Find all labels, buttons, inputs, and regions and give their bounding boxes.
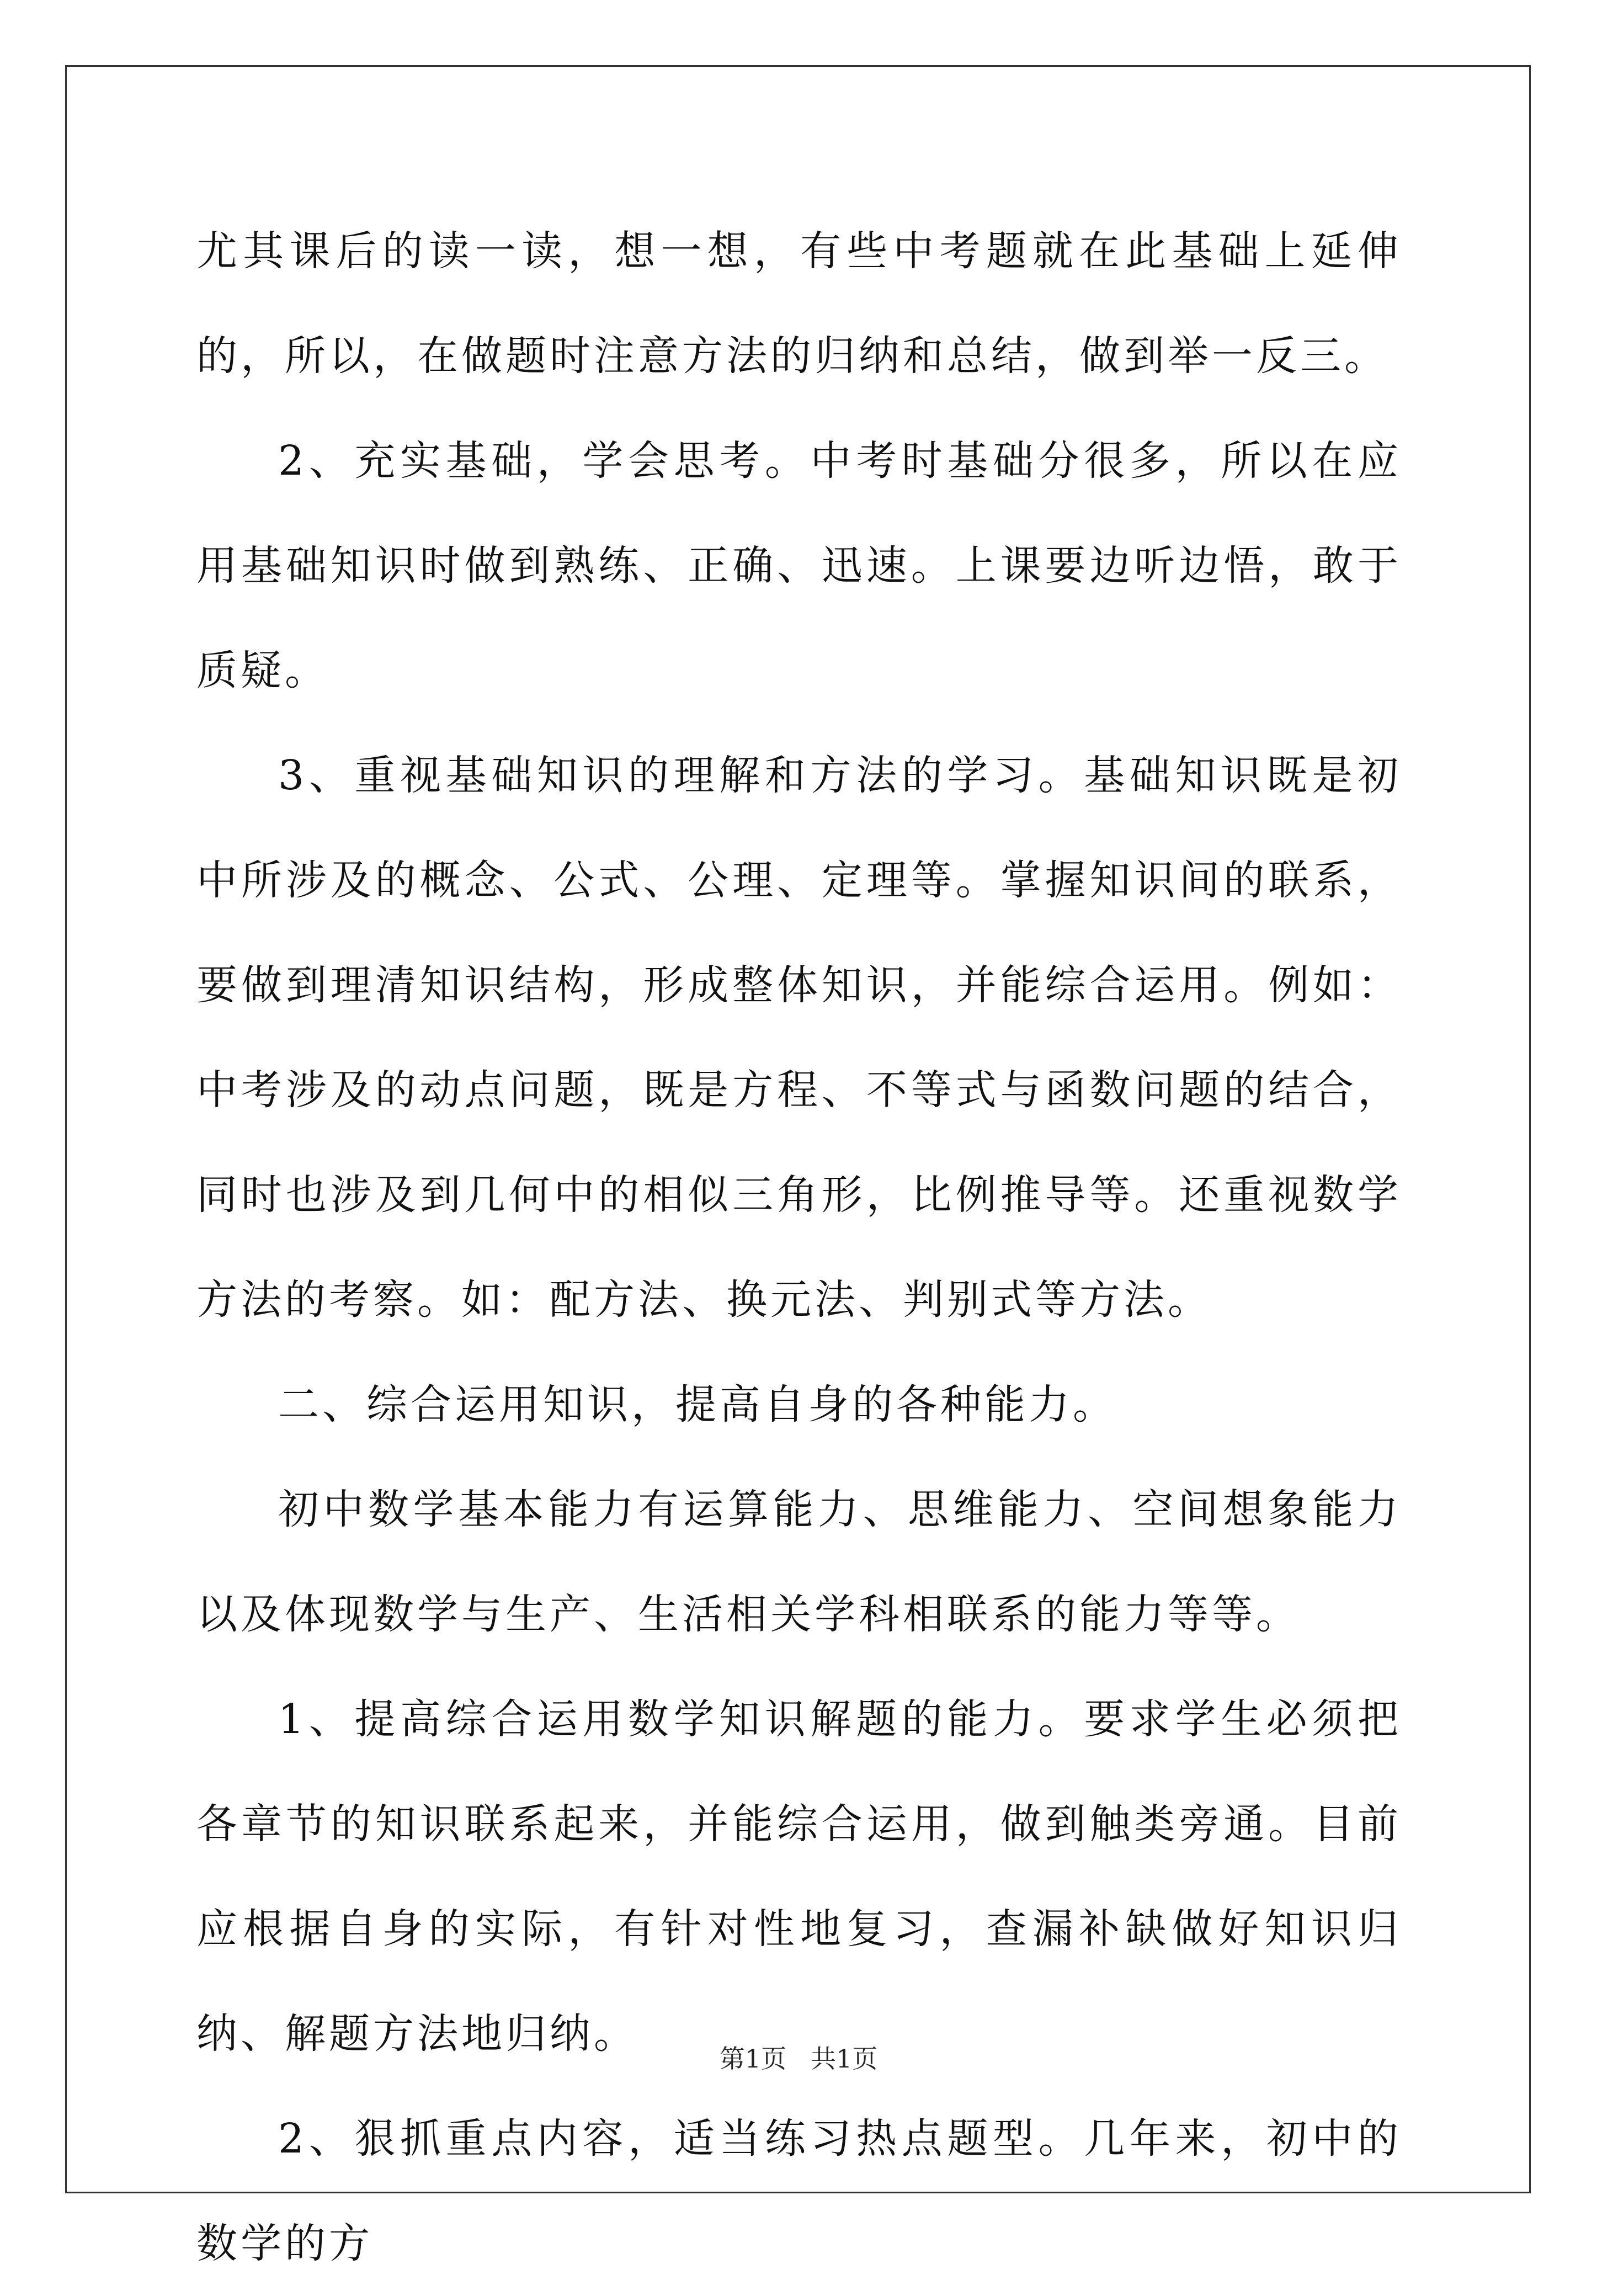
paragraph-3: 3、重视基础知识的理解和方法的学习。基础知识既是初中所涉及的概念、公式、公理、定理等。掌握知识间的联系，要做到理清知识结构，形成整体知识，并能综合运用。例如：中考涉及的动点问题，既是方程、不等式与函数问题的结合，同时也涉及到几何中的相似三角形，比例推导等。还重视数学方法的考察。如：配方法、换元法、判别式等方法。 [196, 752, 1402, 1324]
document-body [196, 199, 1402, 2296]
paragraph-7: 2、狠抓重点内容，适当练习热点题型。几年来，初中的数学的方 [196, 2115, 1402, 2267]
paragraph-6: 1、提高综合运用数学知识解题的能力。要求学生必须把各章节的知识联系起来，并能综合运用，做到触类旁通。目前应根据自身的实际，有针对性地复习，查漏补缺做好知识归纳、解题方法地归纳。 [196, 1696, 1402, 2058]
paragraph-1: 尤其课后的读一读，想一想，有些中考题就在此基础上延伸的，所以，在做题时注意方法的归纳和总结，做到举一反三。 [196, 227, 1402, 380]
paragraph-5: 初中数学基本能力有运算能力、思维能力、空间想象能力以及体现数学与生产、生活相关学科相联系的能力等等。 [196, 1486, 1402, 1638]
page-footer: 第1页 共1页 [719, 2044, 878, 2074]
paragraph-2: 2、充实基础，学会思考。中考时基础分很多，所以在应用基础知识时做到熟练、正确、迅速。上课要边听边悟，敢于质疑。 [196, 437, 1402, 694]
paragraph-4: 二、综合运用知识，提高自身的各种能力。 [278, 1381, 1117, 1428]
